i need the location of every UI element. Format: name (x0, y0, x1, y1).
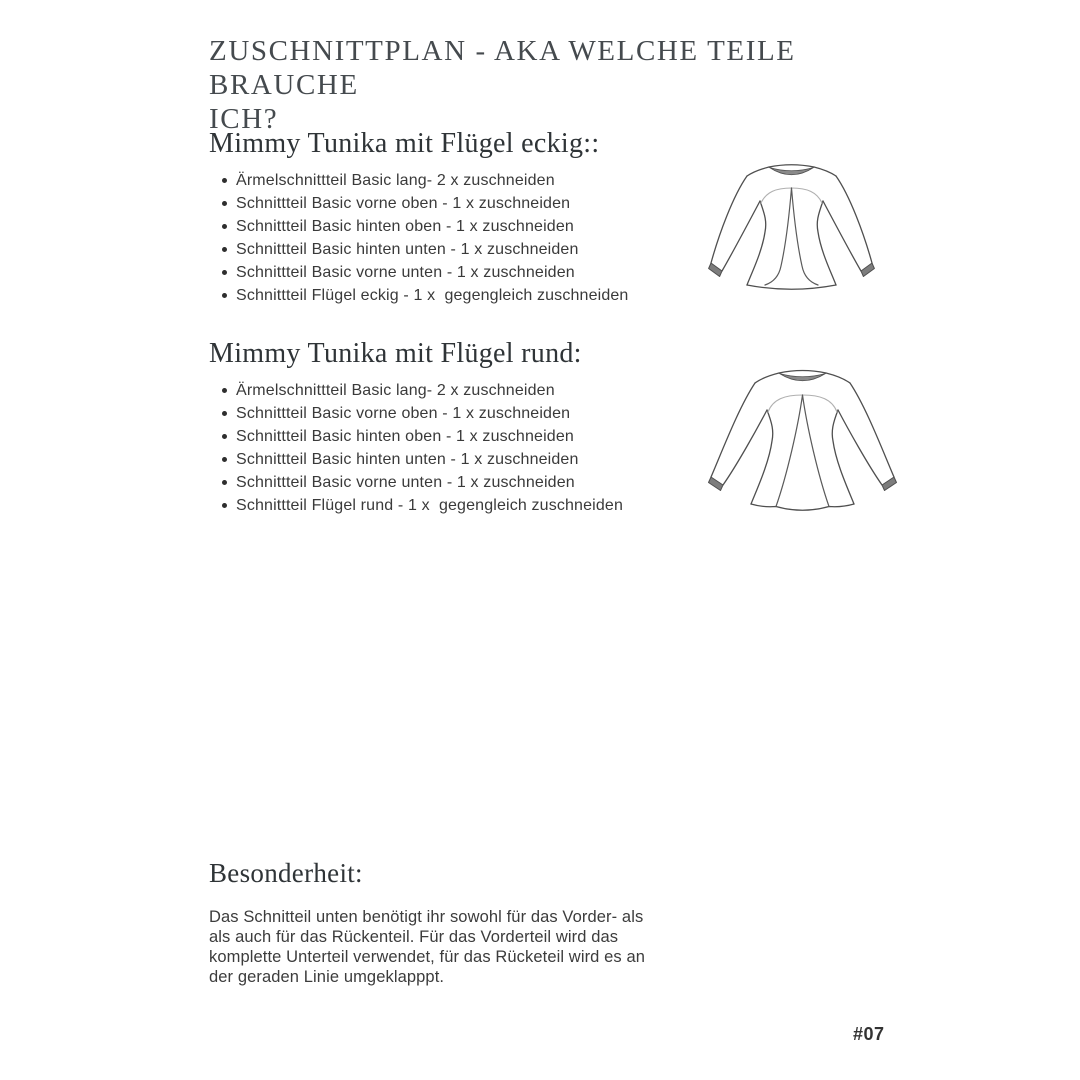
note-besonderheit (209, 858, 739, 987)
bullet-icon (222, 434, 227, 439)
page-title (209, 34, 909, 136)
list-item: Schnittteil Basic hinten oben - 1 x zuschneiden (222, 215, 739, 238)
bullet-icon (222, 178, 227, 183)
bullet-icon (222, 388, 227, 393)
note-line: komplette Unterteil verwendet, für das Rücketeil wird es an (209, 948, 646, 966)
list-item: Schnittteil Basic vorne unten - 1 x zuschneiden (222, 261, 739, 284)
tunic-illustration-eckig (703, 160, 880, 291)
cut-list-eckig (209, 169, 739, 307)
list-item: Ärmelschnittteil Basic lang- 2 x zuschneiden (222, 379, 739, 402)
pleat-line-left (776, 395, 803, 507)
cuff-left (709, 477, 724, 491)
neckband (780, 374, 826, 381)
neckband (770, 168, 814, 175)
list-item: Schnittteil Basic vorne oben - 1 x zuschneiden (222, 192, 739, 215)
bullet-icon (222, 201, 227, 206)
bullet-icon (222, 293, 227, 298)
bullet-icon (222, 503, 227, 508)
pleat-line-left (765, 188, 792, 285)
section-fluegel-eckig (209, 128, 739, 307)
bullet-icon (222, 480, 227, 485)
note-line: Das Schnitteil unten benötigt ihr sowohl für das Vorder- als (209, 908, 644, 926)
list-item: Schnittteil Basic hinten unten - 1 x zuschneiden (222, 238, 739, 261)
bullet-icon (222, 270, 227, 275)
note-line: der geraden Linie umgeklapppt. (209, 968, 445, 986)
page-number: #07 (853, 1024, 885, 1044)
section-fluegel-rund (209, 338, 739, 517)
bullet-icon (222, 224, 227, 229)
pleat-line-right (792, 188, 819, 285)
cuff-right (882, 477, 897, 491)
tunic-illustration-rund (703, 365, 902, 516)
note-heading: Besonderheit: (209, 858, 363, 888)
list-item: Schnittteil Basic hinten unten - 1 x zuschneiden (222, 448, 739, 471)
section-heading-rund: Mimmy Tunika mit Flügel rund: (209, 338, 582, 369)
list-item: Schnittteil Basic vorne oben - 1 x zuschneiden (222, 402, 739, 425)
list-item: Schnittteil Flügel rund - 1 x gegengleich zuschneiden (222, 494, 739, 517)
cuff-right (861, 263, 874, 277)
list-item: Schnittteil Basic vorne unten - 1 x zuschneiden (222, 471, 739, 494)
section-heading-eckig: Mimmy Tunika mit Flügel eckig:: (209, 128, 600, 159)
bullet-icon (222, 457, 227, 462)
list-item: Ärmelschnittteil Basic lang- 2 x zuschneiden (222, 169, 739, 192)
bullet-icon (222, 411, 227, 416)
bullet-icon (222, 247, 227, 252)
pleat-line-right (803, 395, 830, 507)
page-title-line1: ZUSCHNITTPLAN - AKA WELCHE TEILE BRAUCHE (209, 35, 796, 101)
list-item: Schnittteil Flügel eckig - 1 x gegengleich zuschneiden (222, 284, 739, 307)
note-body (209, 907, 739, 987)
page-title-line2: ICH? (209, 103, 279, 135)
cut-list-rund (209, 379, 739, 517)
list-item: Schnittteil Basic hinten oben - 1 x zuschneiden (222, 425, 739, 448)
cuff-left (709, 263, 722, 277)
note-line: als auch für das Rückenteil. Für das Vorderteil wird das (209, 928, 619, 946)
